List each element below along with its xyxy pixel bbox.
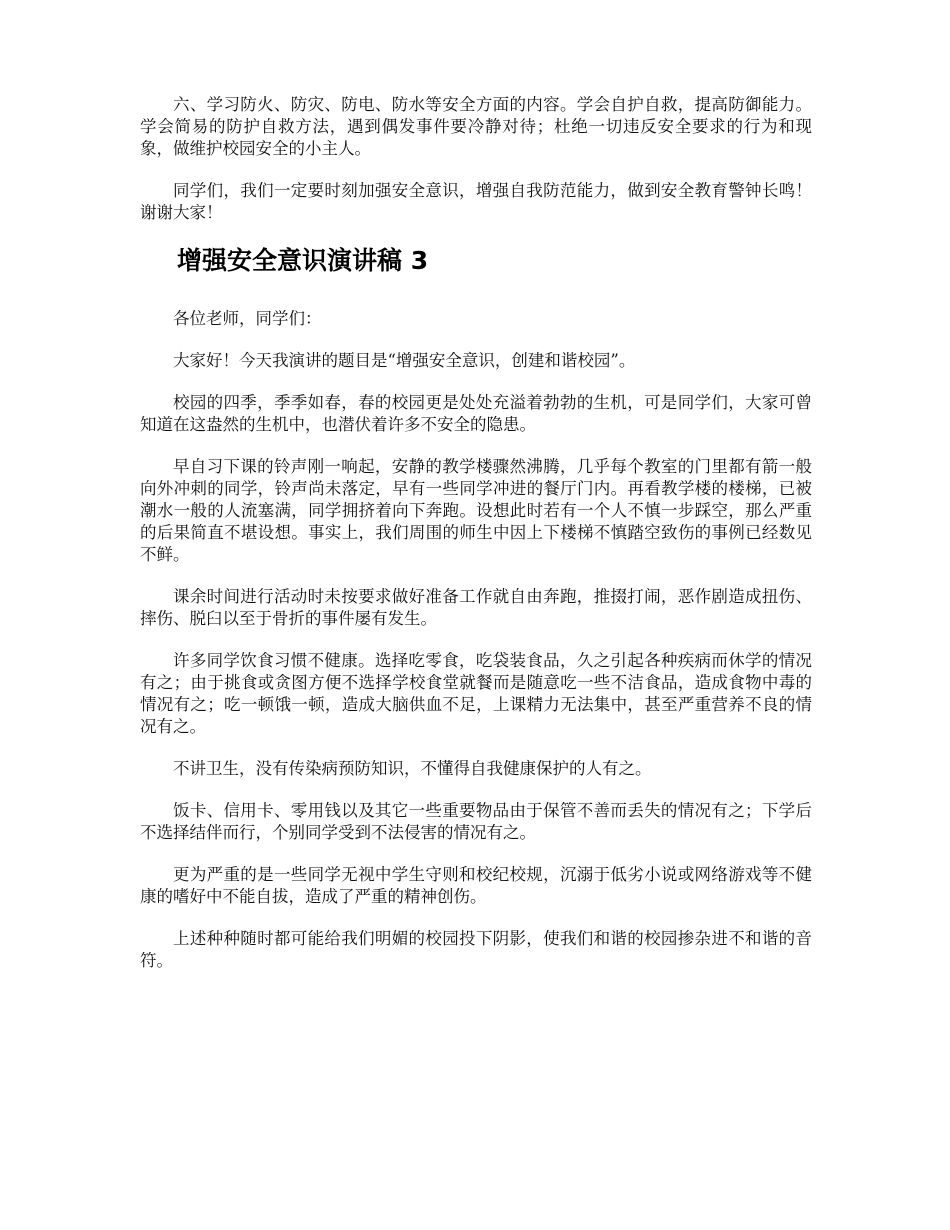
section-paragraph: 上述种种随时都可能给我们明媚的校园投下阴影，使我们和谐的校园掺杂进不和谐的音符。 — [140, 929, 812, 970]
section-paragraph: 不讲卫生，没有传染病预防知识，不懂得自我健康保护的人有之。 — [173, 759, 652, 778]
section-paragraph: 各位老师，同学们： — [173, 309, 322, 328]
section-paragraph: 课余时间进行活动时未按要求做好准备工作就自由奔跑，推掇打闹，恶作剧造成扭伤、摔伤、脱臼以至于骨折的事件屡有发生。 — [140, 587, 812, 628]
intro-paragraph: 六、学习防火、防灾、防电、防水等安全方面的内容。学会自护自救，提高防御能力。学会简易的防护自救方法，遇到偶发事件要冷静对待；杜绝一切违反安全要求的行为和现象，做维护校园安全的小主人。 — [140, 95, 812, 158]
intro-paragraph: 同学们，我们一定要时刻加强安全意识，增强自我防范能力，做到安全教育警钟长鸣！谢谢大家！ — [140, 181, 812, 222]
section-title: 增强安全意识演讲稿 3 — [177, 246, 429, 275]
section-paragraph: 早自习下课的铃声刚一响起，安静的教学楼骤然沸腾，几乎每个教室的门里都有箭一般向外冲刺的同学，铃声尚未落定，早有一些同学冲进的餐厅门内。再看教学楼的楼梯，已被潮水一般的人流塞满，同学拥挤着向下奔跑。设想此时若有一个人不慎一步踩空，那么严重的后果简直不堪设想。事实上，我们周围的师生中因上下楼梯不慎踏空致伤的事例已经数见不鲜。 — [140, 457, 812, 564]
document-body — [140, 94, 812, 992]
section-paragraph: 饭卡、信用卡、零用钱以及其它一些重要物品由于保管不善而丢失的情况有之；下学后不选择结伴而行，个别同学受到不法侵害的情况有之。 — [140, 801, 812, 842]
section-paragraph: 大家好！今天我演讲的题目是“增强安全意识，创建和谐校园”。 — [173, 351, 636, 370]
section-paragraph: 校园的四季，季季如春，春的校园更是处处充溢着勃勃的生机，可是同学们，大家可曾知道在这盎然的生机中，也潜伏着许多不安全的隐患。 — [140, 393, 812, 434]
section-paragraph: 更为严重的是一些同学无视中学生守则和校纪校规，沉溺于低劣小说或网络游戏等不健康的嗜好中不能自拔，造成了严重的精神创伤。 — [140, 865, 812, 906]
section-paragraph: 许多同学饮食习惯不健康。选择吃零食，吃袋装食品，久之引起各种疾病而休学的情况有之；由于挑食或贪图方便不选择学校食堂就餐而是随意吃一些不洁食品，造成食物中毒的情况有之；吃一顿饿一顿，造成大脑供血不足，上课精力无法集中，甚至严重营养不良的情况有之。 — [140, 651, 812, 736]
